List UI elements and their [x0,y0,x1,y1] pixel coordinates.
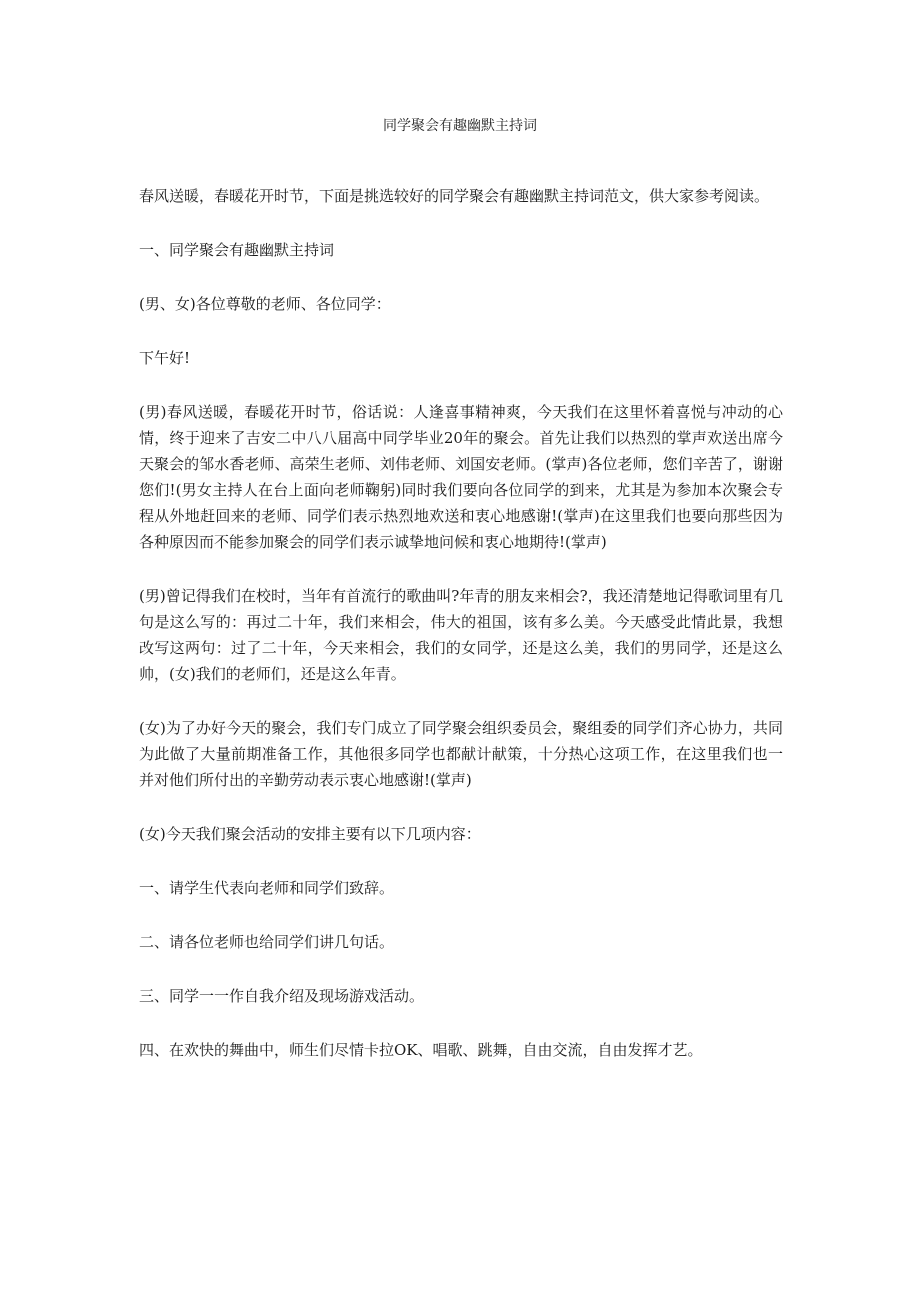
paragraph-male-opening: (男)春风送暖，春暖花开时节，俗话说：人逢喜事精神爽，今天我们在这里怀着喜悦与冲动的心情，终于迎来了吉安二中八八届高中同学毕业20年的聚会。首先让我们以热烈的掌声欢送出席今天聚会的邹水香老师、高荣生老师、刘伟老师、刘国安老师。(掌声)各位老师，您们辛苦了，谢谢您们!(男女主持人在台上面向老师鞠躬)同时我们要向各位同学的到来，尤其是为参加本次聚会专程从外地赶回来的老师、同学们表示热烈地欢送和衷心地感谢!(掌声)在这里我们也要向那些因为各种原因而不能参加聚会的同学们表示诚挚地问候和衷心地期待!(掌声) [139,403,783,551]
agenda-item-4: 四、在欢快的舞曲中，师生们尽情卡拉OK、唱歌、跳舞，自由交流，自由发挥才艺。 [139,1041,703,1059]
paragraph-greeting: (男、女)各位尊敬的老师、各位同学： [139,295,391,313]
agenda-item-3: 三、同学一一作自我介绍及现场游戏活动。 [139,987,425,1005]
paragraph-female-agenda: (女)今天我们聚会活动的安排主要有以下几项内容： [139,825,481,843]
paragraph-male-song: (男)曾记得我们在校时，当年有首流行的歌曲叫?年青的朋友来相会?，我还清楚地记得歌词里有几句是这么写的：再过二十年，我们来相会，伟大的祖国，该有多么美。今天感受此情此景，我想改写这两句：过了二十年，今天来相会，我们的女同学，还是这么美，我们的男同学，还是这么帅，(女)我们的老师们，还是这么年青。 [139,587,783,683]
paragraph-intro: 春风送暖，春暖花开时节，下面是挑选较好的同学聚会有趣幽默主持词范文，供大家参考阅读。 [139,187,770,205]
document-body [139,183,783,1091]
agenda-item-1: 一、请学生代表向老师和同学们致辞。 [139,879,395,897]
document-title: 同学聚会有趣幽默主持词 [383,118,537,134]
agenda-item-2: 二、请各位老师也给同学们讲几句话。 [139,933,395,951]
paragraph-female-thanks: (女)为了办好今天的聚会，我们专门成立了同学聚会组织委员会，聚组委的同学们齐心协力，共同为此做了大量前期准备工作，其他很多同学也都献计献策，十分热心这项工作，在这里我们也一并对他们所付出的辛勤劳动表示衷心地感谢!(掌声) [139,719,783,789]
paragraph-good-afternoon: 下午好! [139,349,191,367]
section-heading: 一、同学聚会有趣幽默主持词 [139,241,335,259]
